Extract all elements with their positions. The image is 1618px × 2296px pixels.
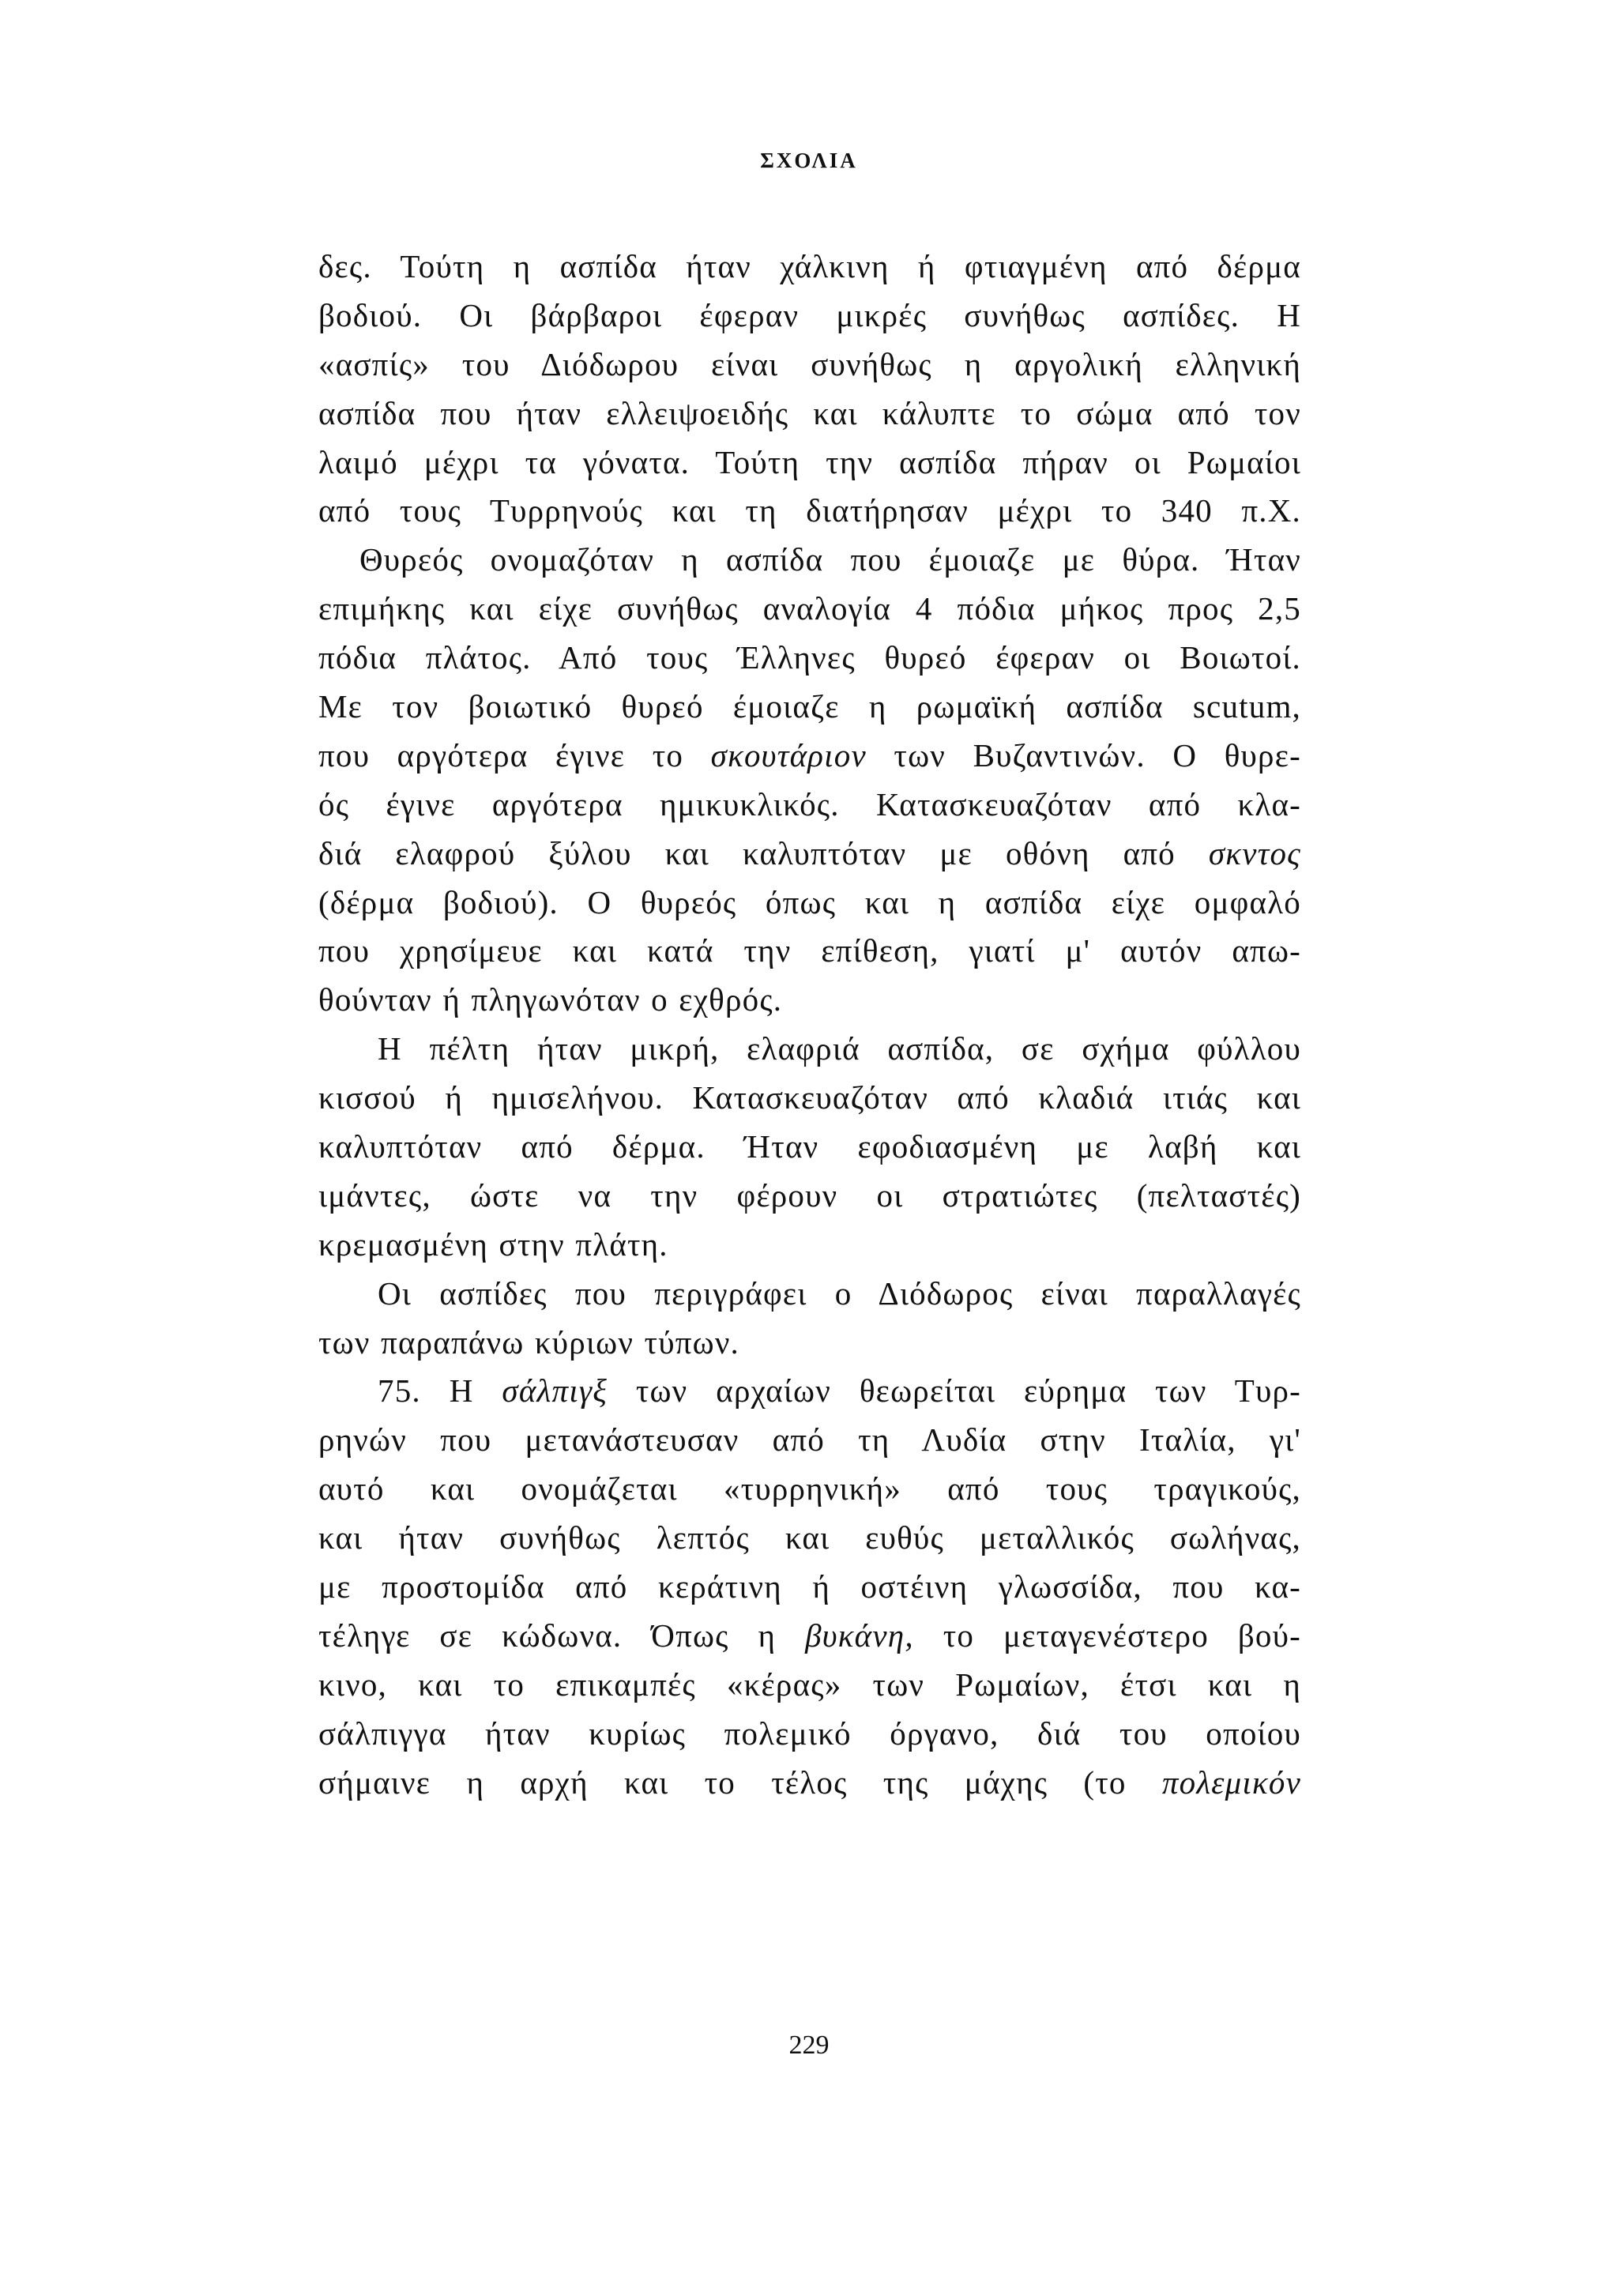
text-line: σάλπιγγα ήταν κυρίως πολεμικό όργανο, διά του οποίου [318, 1714, 1301, 1752]
body-text [318, 243, 1301, 1808]
text-line: των παραπάνω κύριων τύπων. [318, 1323, 740, 1361]
paragraph-start-line: Θυρεός ονομαζόταν η ασπίδα που έμοιαζε με θύρα. Ήταν [359, 541, 1301, 578]
text-line: βοδιού. Οι βάρβαροι έφεραν μικρές συνήθως ασπίδες. Η [318, 296, 1301, 333]
text-line: κινο, και το επικαμπές «κέρας» των Ρωμαίων, έτσι και η [318, 1666, 1301, 1703]
page-number: 229 [788, 2031, 830, 2060]
text-line: σήμαινε η αρχή και το τέλος της μάχης (το πολεμικόν [318, 1763, 1301, 1801]
text-line: τέληγε σε κώδωνα. Όπως η βυκάνη, το μεταγενέστερο βού- [318, 1617, 1301, 1654]
text-line: ιμάντες, ώστε να την φέρουν οι στρατιώτες (πελταστές) [318, 1176, 1301, 1214]
italic-term: σάλπιγξ [502, 1372, 608, 1410]
text-line: που αργότερα έγινε το σκουτάριον των Βυζαντινών. Ο θυρε- [318, 736, 1301, 773]
text-line: που χρησίμευε και κατά την επίθεση, γιατί μ' αυτόν απω- [318, 932, 1301, 969]
paragraph-start-line: 75. Η σάλπιγξ των αρχαίων θεωρείται εύρημα των Τυρ- [378, 1372, 1301, 1410]
italic-term: σκουτάριον [710, 736, 867, 773]
text-line: πόδια πλάτος. Από τους Έλληνες θυρεό έφεραν οι Βοιωτοί. [318, 639, 1301, 676]
text-line: με προστομίδα από κεράτινη ή οστέινη γλωσσίδα, που κα- [318, 1568, 1301, 1605]
text-line: διά ελαφρού ξύλου και καλυπτόταν με οθόνη από σκντος [318, 834, 1301, 871]
text-line: Με τον βοιωτικό θυρεό έμοιαζε η ρωμαϊκή ασπίδα scutum, [318, 688, 1301, 725]
italic-term: σκντος [1208, 834, 1301, 871]
text-line: «ασπίς» του Διόδωρου είναι συνήθως η αργολική ελληνική [318, 345, 1301, 382]
text-line: κρεμασμένη στην πλάτη. [318, 1225, 668, 1263]
text-line: και ήταν συνήθως λεπτός και ευθύς μεταλλικός σωλήνας, [318, 1519, 1301, 1556]
text-line: ός έγινε αργότερα ημικυκλικός. Κατασκευαζόταν από κλα- [318, 785, 1301, 822]
text-line: επιμήκης και είχε συνήθως αναλογία 4 πόδια μήκος προς 2,5 [318, 590, 1301, 627]
text-line: (δέρμα βοδιού). Ο θυρεός όπως και η ασπίδα είχε ομφαλό [318, 883, 1301, 920]
italic-term: πολεμικόν [1161, 1763, 1301, 1801]
text-line: θούνταν ή πληγωνόταν ο εχθρός. [318, 981, 783, 1018]
text-line: ασπίδα που ήταν ελλειψοειδής και κάλυπτε το σώμα από τον [318, 394, 1301, 431]
italic-term: βυκάνη, [805, 1617, 914, 1654]
text-line: κισσού ή ημισελήνου. Κατασκευαζόταν από κλαδιά ιτιάς και [318, 1079, 1301, 1116]
text-line: από τους Τυρρηνούς και τη διατήρησαν μέχρι το 340 π.Χ. [318, 492, 1301, 529]
text-line: λαιμό μέχρι τα γόνατα. Τούτη την ασπίδα πήραν οι Ρωμαίοι [318, 443, 1301, 480]
text-line: ρηνών που μετανάστευσαν από τη Λυδία στην Ιταλία, γι' [318, 1421, 1301, 1459]
running-header: ΣΧΟΛΙΑ [760, 149, 858, 172]
text-line: καλυπτόταν από δέρμα. Ήταν εφοδιασμένη με λαβή και [318, 1128, 1301, 1165]
text-line: δες. Τούτη η ασπίδα ήταν χάλκινη ή φτιαγμένη από δέρμα [318, 248, 1301, 284]
text-line: αυτό και ονομάζεται «τυρρηνική» από τους τραγικούς, [318, 1470, 1301, 1507]
paragraph-start-line: Η πέλτη ήταν μικρή, ελαφριά ασπίδα, σε σχήμα φύλλου [378, 1030, 1301, 1067]
paragraph-start-line: Οι ασπίδες που περιγράφει ο Διόδωρος είναι παραλλαγές [378, 1274, 1301, 1312]
